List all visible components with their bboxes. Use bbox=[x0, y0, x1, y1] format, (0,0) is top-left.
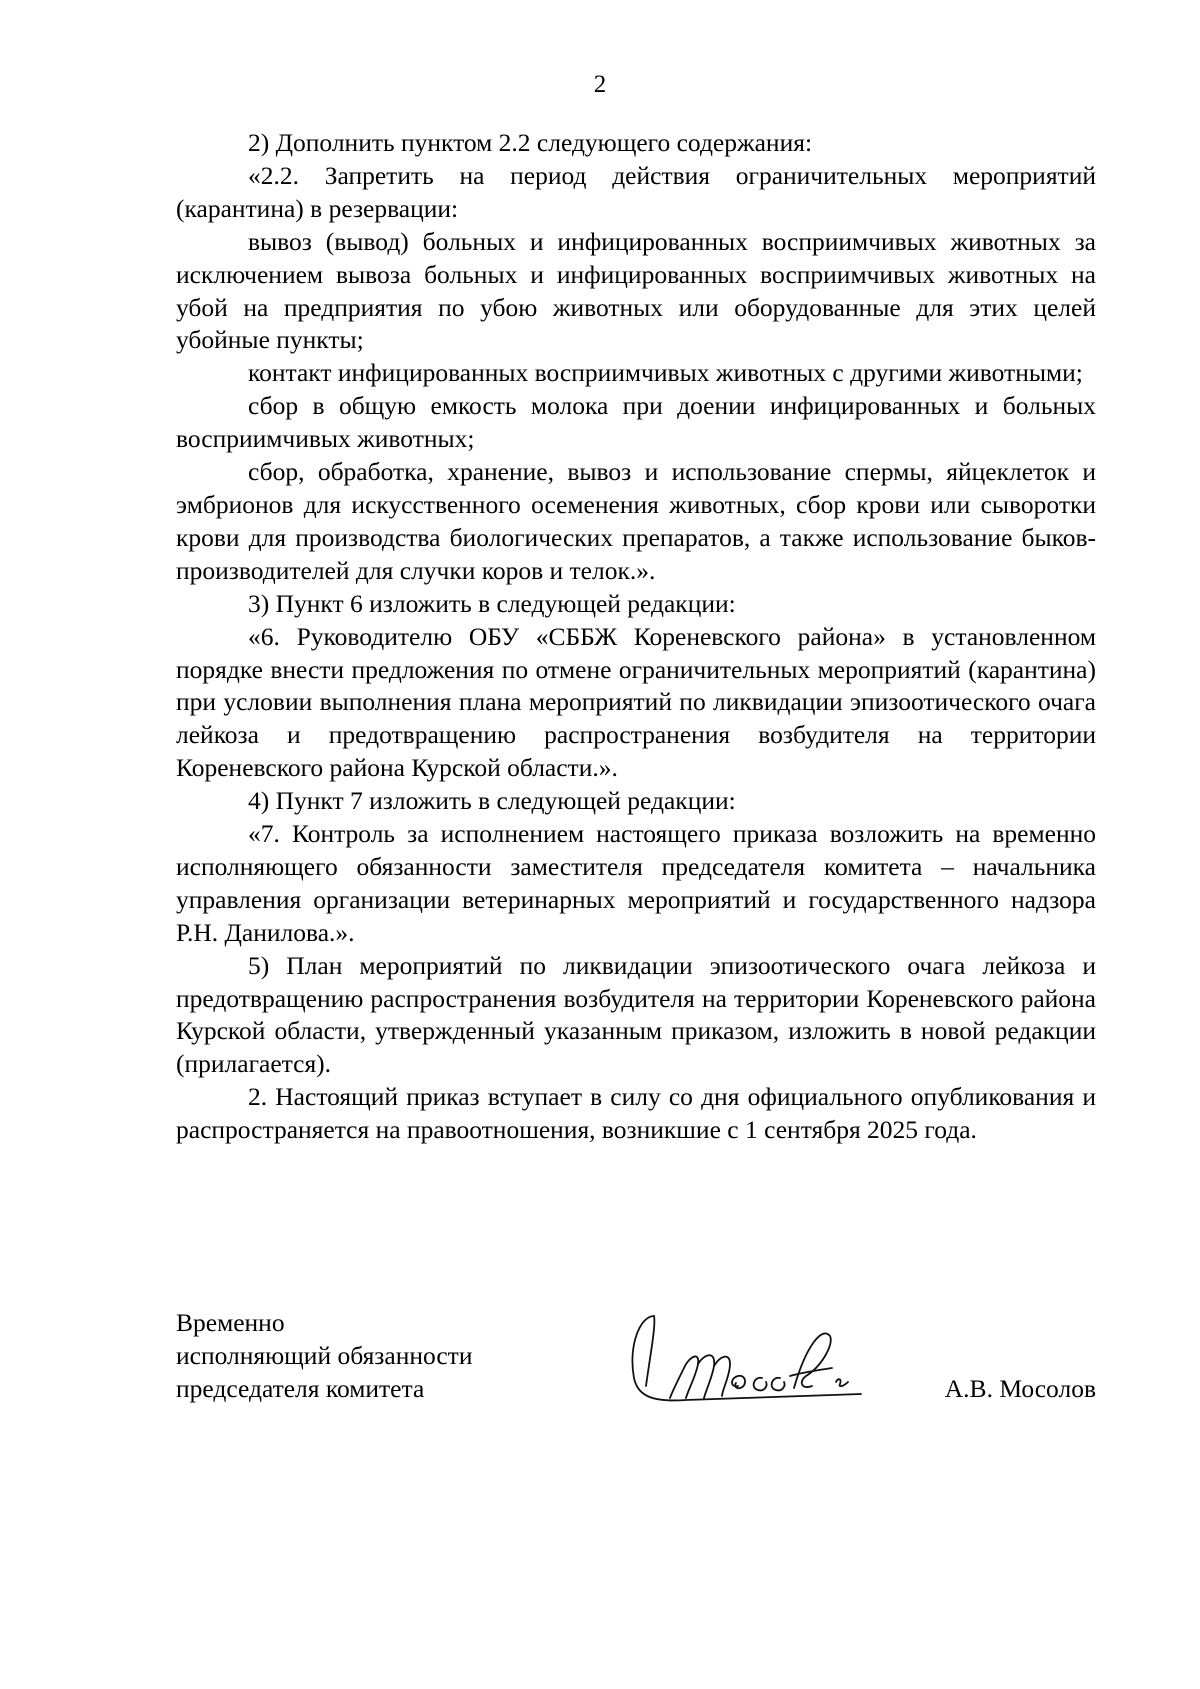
paragraph-clause-2-2: «2.2. Запретить на период действия ограничительных мероприятий (карантина) в резервации: bbox=[176, 160, 1096, 223]
paragraph-clause-7: «7. Контроль за исполнением настоящего приказа возложить на временно исполняющего обязанности заместителя председателя комитета – начальника управления организации ветеринарных мероприятий и государственного надзора Р.Н. Данилова.». bbox=[176, 819, 1096, 947]
paragraph-item-4: 4) Пункт 7 изложить в следующей редакции: bbox=[248, 786, 736, 816]
signer-name: А.В. Мосолов bbox=[944, 1374, 1096, 1403]
signer-title-line: Временно bbox=[176, 1308, 285, 1337]
paragraph-item-2: 2) Дополнить пунктом 2.2 следующего содержания: bbox=[248, 128, 813, 157]
paragraph-effective-date: 2. Настоящий приказ вступает в силу со дня официального опубликования и распространяется на правоотношения, возникшие с 1 сентября 2025 года. bbox=[176, 1082, 1096, 1145]
paragraph-milk-ban: сбор в общую емкость молока при доении инфицированных и больных восприимчивых животных; bbox=[176, 391, 1096, 454]
paragraph-item-5: 5) План мероприятий по ликвидации эпизоотического очага лейкоза и предотвращению распространения возбудителя на территории Кореневского района Курской области, утвержденный указанным приказом, изложить в новой редакции (прилагается). bbox=[176, 950, 1096, 1079]
handwritten-signature bbox=[626, 1306, 876, 1416]
signer-title-line: председателя комитета bbox=[176, 1374, 425, 1403]
paragraph-contact-ban: контакт инфицированных восприимчивых животных с другими животными; bbox=[248, 358, 1083, 388]
paragraph-item-3: 3) Пункт 6 изложить в следующей редакции: bbox=[248, 588, 736, 618]
signature-block bbox=[176, 1306, 1096, 1436]
signer-title-line: исполняющий обязанности bbox=[176, 1341, 473, 1370]
paragraph-export-ban: вывоз (вывод) больных и инфицированных восприимчивых животных за исключением вывоза больных и инфицированных восприимчивых животных на убой на предприятия по убою животных или оборудованные для этих целей убойные пункты; bbox=[176, 226, 1096, 355]
page-number: 2 bbox=[593, 71, 607, 98]
document-body bbox=[176, 127, 1096, 1147]
paragraph-clause-6: «6. Руководителю ОБУ «СББЖ Кореневского района» в установленном порядке внести предложения по отмене ограничительных мероприятий (карантина) при условии выполнения плана мероприятий по ликвидации эпизоотического очага лейкоза и предотвращению распространения возбудителя на территории Кореневского района Курской области.». bbox=[176, 621, 1096, 783]
paragraph-semen-ban: сбор, обработка, хранение, вывоз и использование спермы, яйцеклеток и эмбрионов для искусственного осеменения животных, сбор крови или сыворотки крови для производства биологических препаратов, а также использование быков-производителей для случки коров и телок.». bbox=[176, 457, 1096, 585]
signer-title bbox=[176, 1306, 596, 1405]
